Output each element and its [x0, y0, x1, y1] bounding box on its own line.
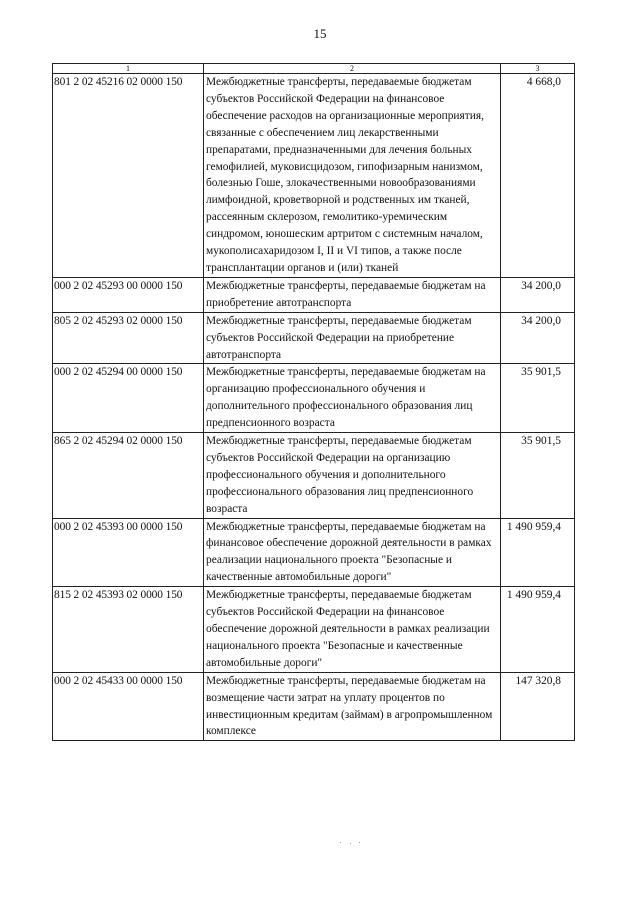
row-description: Межбюджетные трансферты, передаваемые бюджетам субъектов Российской Федерации на финансовое обеспечение дорожной деятельности в рамках реализации национального проекта "Безопасные и качественные автомобильные дороги" — [204, 587, 501, 673]
column-header-1: 1 — [53, 64, 204, 74]
row-amount: 34 200,0 — [501, 277, 575, 312]
table-row — [53, 433, 575, 519]
row-description: Межбюджетные трансферты, передаваемые бюджетам субъектов Российской Федерации на приобретение автотранспорта — [204, 312, 501, 364]
budget-code: 801 2 02 45216 02 0000 150 — [53, 74, 204, 278]
table-row — [53, 587, 575, 673]
row-description: Межбюджетные трансферты, передаваемые бюджетам субъектов Российской Федерации на организацию профессионального обучения и дополнительного профессионального образования лиц предпенсионного возраста — [204, 433, 501, 519]
row-amount: 1 490 959,4 — [501, 587, 575, 673]
table-row — [53, 364, 575, 433]
budget-code: 000 2 02 45294 00 0000 150 — [53, 364, 204, 433]
budget-code: 000 2 02 45393 00 0000 150 — [53, 518, 204, 587]
table-row — [53, 672, 575, 741]
row-description: Межбюджетные трансферты, передаваемые бюджетам на организацию профессионального обучения и дополнительного профессионального образования лиц предпенсионного возраста — [204, 364, 501, 433]
budget-revenue-table — [52, 63, 575, 741]
budget-code: 805 2 02 45293 02 0000 150 — [53, 312, 204, 364]
table-header-row — [53, 64, 575, 74]
column-header-2: 2 — [204, 64, 501, 74]
row-description: Межбюджетные трансферты, передаваемые бюджетам на финансовое обеспечение дорожной деятельности в рамках реализации национального проекта "Безопасные и качественные автомобильные дороги" — [204, 518, 501, 587]
budget-code: 815 2 02 45393 02 0000 150 — [53, 587, 204, 673]
row-amount: 35 901,5 — [501, 433, 575, 519]
row-amount: 4 668,0 — [501, 74, 575, 278]
budget-code: 865 2 02 45294 02 0000 150 — [53, 433, 204, 519]
row-description: Межбюджетные трансферты, передаваемые бюджетам на приобретение автотранспорта — [204, 277, 501, 312]
table-row — [53, 74, 575, 278]
column-header-3: 3 — [501, 64, 575, 74]
row-description: Межбюджетные трансферты, передаваемые бюджетам субъектов Российской Федерации на финансовое обеспечение расходов на организационные мероприятия, связанные с обеспечением лиц лекарственными препаратами, предназначенными для лечения больных гемофилией, муковисцидозом, гипофизарным нанизмом, болезнью Гоше, злокачественными новообразованиями лимфоидной, кроветворной и родственных им тканей, рассеянным склерозом, гемолитико-уремическим синдромом, юношеским артритом с системным началом, мукополисахаридозом I, II и VI типов, а также после трансплантации органов и (или) тканей — [204, 74, 501, 278]
row-amount: 147 320,8 — [501, 672, 575, 741]
scan-speck — [340, 842, 360, 844]
row-amount: 1 490 959,4 — [501, 518, 575, 587]
budget-code: 000 2 02 45433 00 0000 150 — [53, 672, 204, 741]
table-row — [53, 312, 575, 364]
row-amount: 34 200,0 — [501, 312, 575, 364]
table-row — [53, 277, 575, 312]
page-number: 15 — [313, 26, 327, 41]
budget-code: 000 2 02 45293 00 0000 150 — [53, 277, 204, 312]
row-description: Межбюджетные трансферты, передаваемые бюджетам на возмещение части затрат на уплату процентов по инвестиционным кредитам (займам) в агропромышленном комплексе — [204, 672, 501, 741]
table-row — [53, 518, 575, 587]
row-amount: 35 901,5 — [501, 364, 575, 433]
